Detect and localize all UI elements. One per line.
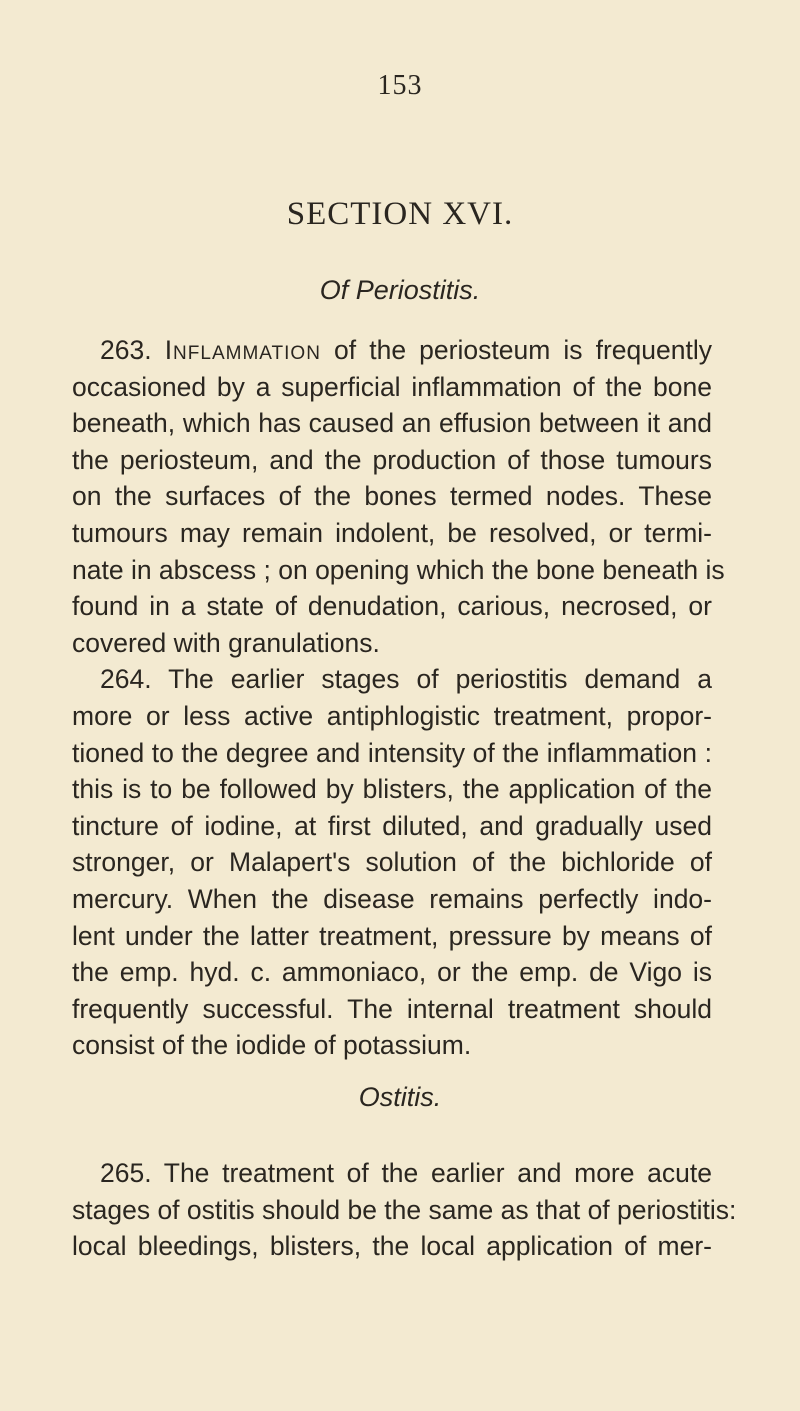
body-text-ostitis bbox=[72, 1155, 737, 1265]
paragraph-264-line: lent under the latter treatment, pressure by means of bbox=[72, 920, 712, 951]
paragraph-263-line: tumours may remain indolent, be resolved, or termi- bbox=[72, 517, 712, 548]
lead-word: Inflammation bbox=[164, 335, 321, 365]
paragraph-263-line: occasioned by a superficial inflammation of the bone bbox=[72, 371, 712, 402]
paragraph-265-line: local bleedings, blisters, the local application of mer- bbox=[72, 1231, 712, 1262]
paragraph-263-line: the periosteum, and the production of those tumours bbox=[72, 444, 712, 475]
paragraph-264-line: tincture of iodine, at first diluted, and gradually used bbox=[72, 810, 712, 841]
paragraph-264-line: more or less active antiphlogistic treatment, propor- bbox=[72, 700, 712, 731]
paragraph-264-line: 264. The earlier stages of periostitis demand a bbox=[100, 664, 712, 695]
paragraph-264-line: tioned to the degree and intensity of the inflammation : bbox=[72, 737, 712, 768]
paragraph-264-line: this is to be followed by blisters, the application of the bbox=[72, 774, 712, 805]
paragraph-263-line: found in a state of denudation, carious, necrosed, or bbox=[72, 591, 712, 622]
page-number: 153 bbox=[377, 70, 423, 101]
paragraph-263-line: beneath, which has caused an effusion between it and bbox=[72, 408, 712, 439]
paragraph-264-line: consist of the iodide of potassium. bbox=[72, 1030, 472, 1061]
paragraph-264-line: the emp. hyd. c. ammoniaco, or the emp. de Vigo is bbox=[72, 957, 712, 988]
subheading-ostitis: Ostitis. bbox=[358, 1082, 442, 1112]
paragraph-264-line: mercury. When the disease remains perfectly indo- bbox=[72, 883, 712, 914]
paragraph-264-line: stronger, or Malapert's solution of the bichloride of bbox=[72, 847, 712, 878]
paragraph-264-line: frequently successful. The internal treatment should bbox=[72, 993, 712, 1024]
body-text-periostitis bbox=[72, 332, 725, 1064]
paragraph-265-line: stages of ostitis should be the same as that of periostitis: bbox=[72, 1194, 737, 1225]
subheading-periostitis: Of Periostitis. bbox=[319, 275, 481, 305]
section-title: SECTION XVI. bbox=[286, 196, 514, 232]
paragraph-263-line: on the surfaces of the bones termed nodes. These bbox=[72, 481, 712, 512]
paragraph-265-line: 265. The treatment of the earlier and more acute bbox=[100, 1158, 712, 1188]
paragraph-263-line: covered with granulations. bbox=[72, 627, 380, 658]
paragraph-263-line: nate in abscess ; on opening which the bone beneath is bbox=[72, 554, 725, 585]
paragraph-number: 263. bbox=[100, 335, 152, 365]
paragraph-263-line: 263. Inflammation of the periosteum is frequently bbox=[100, 335, 712, 365]
